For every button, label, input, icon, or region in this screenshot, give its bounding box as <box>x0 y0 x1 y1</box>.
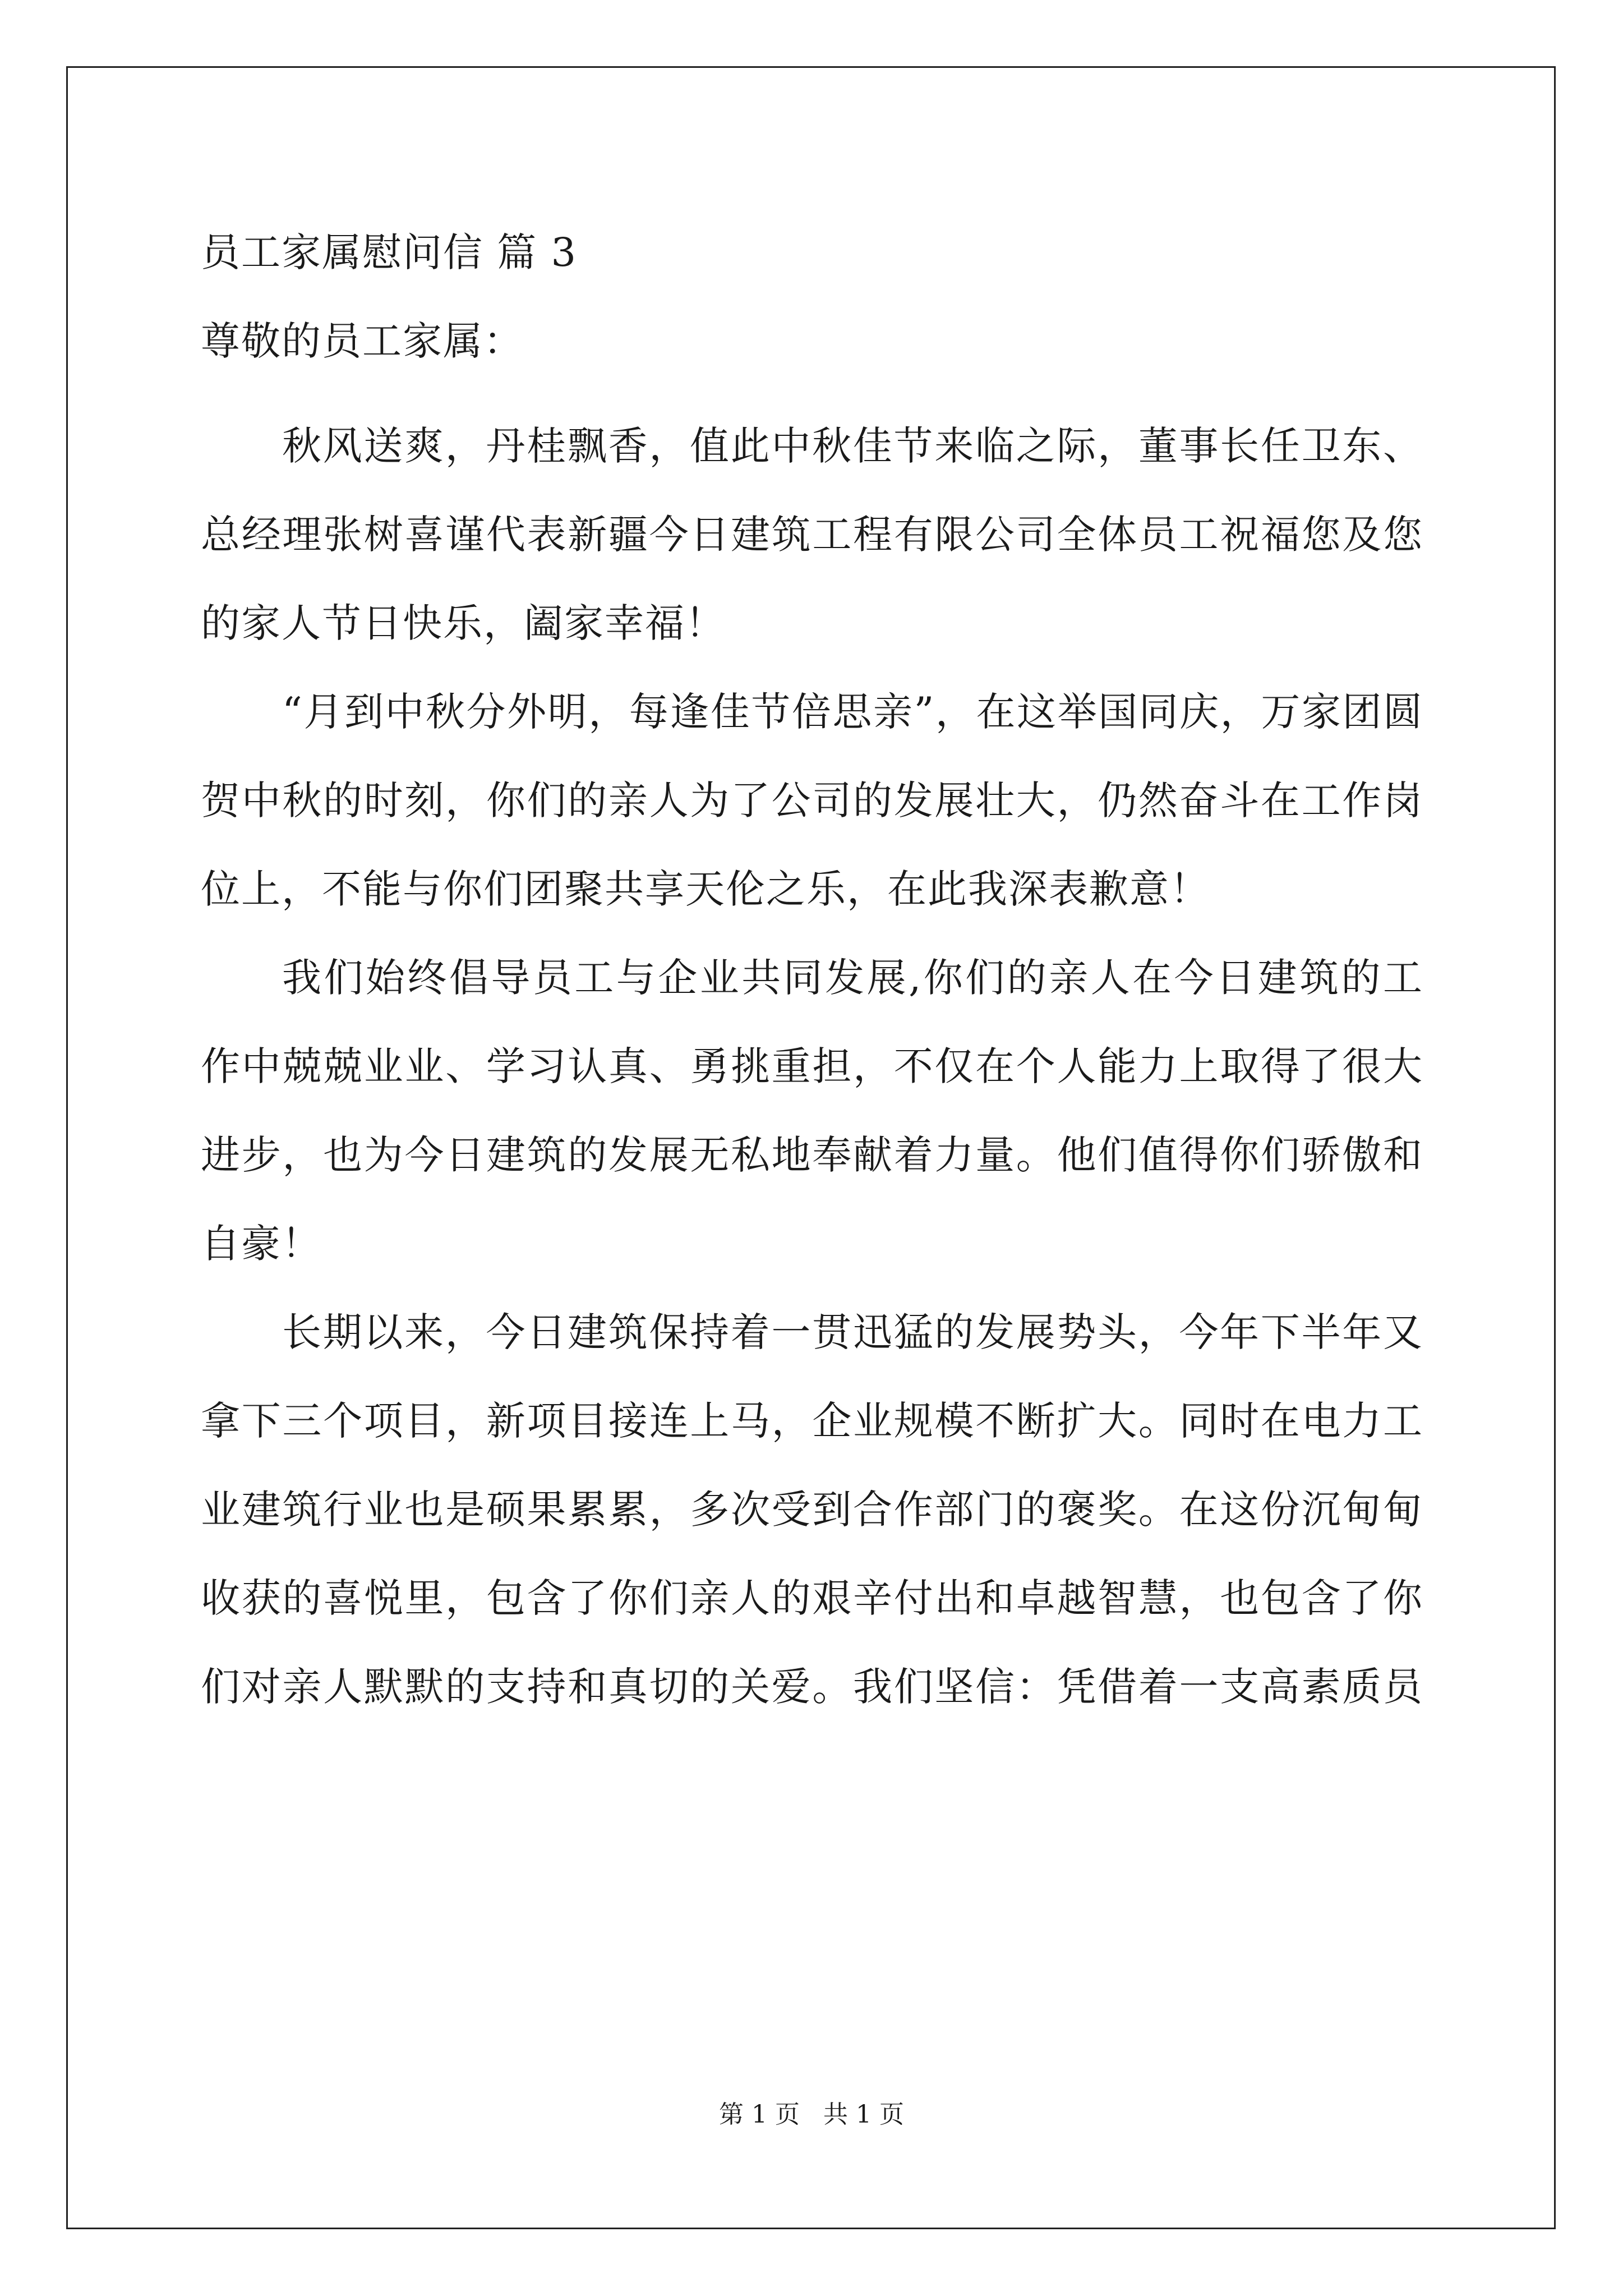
paragraph-4 <box>201 1288 1423 1731</box>
text-line: 收获的喜悦里，包含了你们亲人的艰辛付出和卓越智慧，也包含了你 <box>201 1575 1423 1621</box>
text-line: 长期以来，今日建筑保持着一贯迅猛的发展势头，今年下半年又 <box>282 1309 1423 1355</box>
text-line: “月到中秋分外明，每逢佳节倍思亲”，在这举国同庆，万家团圆 <box>282 689 1423 735</box>
paragraph-2 <box>201 668 1423 933</box>
text-line: 作中兢兢业业、学习认真、勇挑重担，不仅在个人能力上取得了很大 <box>201 1043 1423 1089</box>
text-line: 进步，也为今日建筑的发展无私地奉献着力量。他们值得你们骄傲和 <box>201 1132 1423 1178</box>
text-line: 位上，不能与你们团聚共享天伦之乐，在此我深表歉意！ <box>201 866 1210 912</box>
text-line: 的家人节日快乐，阖家幸福！ <box>201 600 726 646</box>
text-line: 贺中秋的时刻，你们的亲人为了公司的发展壮大，仍然奋斗在工作岗 <box>201 777 1423 823</box>
text-line: 们对亲人默默的支持和真切的关爱。我们坚信：凭借着一支高素质员 <box>201 1664 1423 1710</box>
page-number-total: 共 1 页 <box>823 2100 904 2129</box>
text-line: 拿下三个项目，新项目接连上马，企业规模不断扩大。同时在电力工 <box>201 1398 1423 1444</box>
page-footer <box>0 2098 1623 2132</box>
paragraph-1 <box>201 402 1423 668</box>
paragraph-3 <box>201 933 1423 1288</box>
text-line: 总经理张树喜谨代表新疆今日建筑工程有限公司全体员工祝福您及您 <box>201 512 1423 558</box>
page-number-current: 第 1 页 <box>719 2100 800 2129</box>
text-line: 秋风送爽，丹桂飘香，值此中秋佳节来临之际，董事长任卫东、 <box>282 423 1423 469</box>
document-body <box>201 224 1423 1731</box>
text-line: 业建筑行业也是硕果累累，多次受到合作部门的褒奖。在这份沉甸甸 <box>201 1487 1423 1533</box>
text-line: 自豪！ <box>201 1221 322 1267</box>
text-line: 我们始终倡导员工与企业共同发展,你们的亲人在今日建筑的工 <box>282 955 1423 1001</box>
salutation: 尊敬的员工家属： <box>201 318 524 364</box>
document-title: 员工家属慰问信 篇 3 <box>201 229 578 275</box>
